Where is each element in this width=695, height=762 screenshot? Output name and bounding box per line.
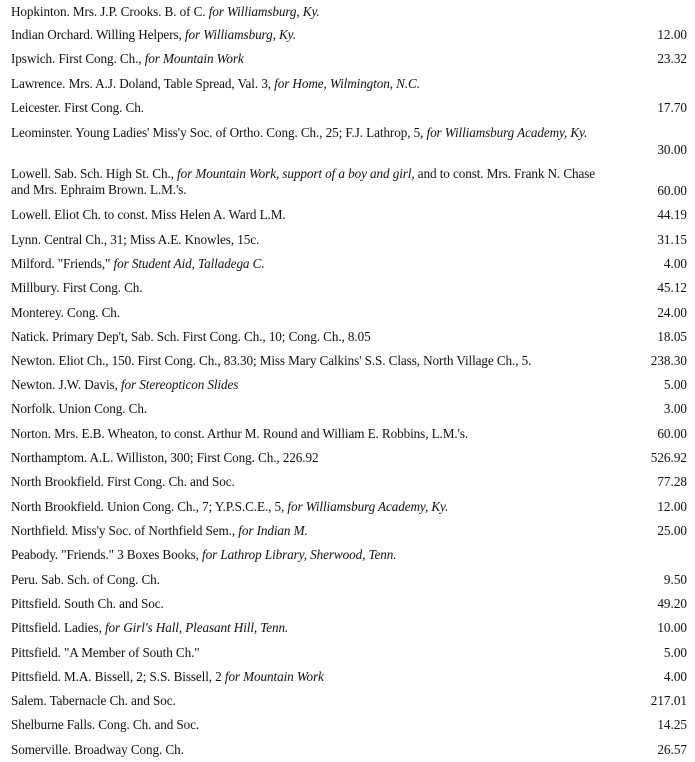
entry-purpose: for Home, Wilmington, N.C. [274,76,420,91]
entry-description [11,401,601,417]
entry-purpose: for Williamsburg, Ky. [184,27,296,42]
entry-description [11,27,601,43]
entry-amount: 26.57 [657,742,687,757]
entry-purpose: for Student Aid, Talladega C. [113,256,265,271]
entry-description [11,547,601,563]
entry-amount: 526.92 [650,450,687,465]
entry-purpose: for Stereopticon Slides [120,377,239,392]
entry-text: Northfield. Miss'y Soc. of Northfield Sem., [11,523,239,538]
entry-purpose: for Lathrop Library, Sherwood, Tenn. [202,547,397,562]
entry-amount: 3.00 [663,401,687,416]
entry-description [11,329,601,345]
entry-amount: 10.00 [657,620,687,635]
entry-description [11,166,601,198]
entry-text: Newton. J.W. Davis, [11,377,121,392]
entry-description [11,76,601,92]
entry-text: Lowell. Eliot Ch. to const. Miss Helen A. Ward L.M. [11,207,286,222]
entry-description [11,426,601,442]
entry-text: North Brookfield. First Cong. Ch. and Soc. [11,474,235,489]
entry-text: Shelburne Falls. Cong. Ch. and Soc. [11,717,200,732]
entry-text: Natick. Primary Dep't, Sab. Sch. First Cong. Ch., 10; Cong. Ch., 8.05 [11,329,371,344]
entry-text: Ipswich. First Cong. Ch., [11,51,145,66]
entry-description [11,207,601,223]
entry-purpose: for Williamsburg Academy, Ky. [426,125,588,140]
entry-description [11,100,601,116]
entry-description [11,305,601,321]
entry-purpose: for Williamsburg Academy, Ky. [287,499,449,514]
entry-description [11,572,601,588]
entry-amount: 30.00 [657,142,687,157]
entry-amount: 5.00 [663,645,687,660]
entry-amount: 31.15 [657,232,687,247]
entry-amount: 24.00 [657,305,687,320]
entry-text: Norton. Mrs. E.B. Wheaton, to const. Arthur M. Round and William E. Robbins, L.M.'s. [11,426,469,441]
entry-text: Pittsfield. Ladies, [11,620,105,635]
entry-amount: 45.12 [657,280,687,295]
entry-text: Lawrence. Mrs. A.J. Doland, Table Spread, Val. 3, [11,76,275,91]
entry-description [11,280,601,296]
entry-amount: 49.20 [657,596,687,611]
entry-text: Somerville. Broadway Cong. Ch. [11,742,184,757]
entry-amount: 25.00 [657,523,687,538]
entry-description [11,693,601,709]
entry-text: Leominster. Young Ladies' Miss'y Soc. of Ortho. Cong. Ch., 25; F.J. Lathrop, 5, [11,125,427,140]
entry-description [11,51,601,67]
entry-amount: 9.50 [663,572,687,587]
entry-text: Hopkinton. Mrs. J.P. Crooks. B. of C. [11,4,209,19]
entry-text: Pittsfield. South Ch. and Soc. [11,596,164,611]
entry-description [11,4,601,20]
entry-text: Lynn. Central Ch., 31; Miss A.E. Knowles, 15c. [11,232,260,247]
entry-text: Peabody. "Friends." 3 Boxes Books, [11,547,203,562]
entry-description [11,742,601,758]
entry-amount: 217.01 [650,693,687,708]
entry-description [11,353,601,369]
entry-text: North Brookfield. Union Cong. Ch., 7; Y.P.S.C.E., 5, [11,499,288,514]
entry-amount: 17.70 [657,100,687,115]
entry-text: Leicester. First Cong. Ch. [11,100,144,115]
entry-amount: 14.25 [657,717,687,732]
entry-purpose: for Girl's Hall, Pleasant Hill, Tenn. [104,620,289,635]
entry-description [11,256,601,272]
entry-text: Salem. Tabernacle Ch. and Soc. [11,693,176,708]
entry-purpose: for Indian M. [238,523,308,538]
entry-purpose: for Williamsburg, Ky. [208,4,320,19]
entry-description [11,450,601,466]
entry-amount: 60.00 [657,183,687,198]
entry-description [11,717,601,733]
entry-amount: 12.00 [657,499,687,514]
entry-description [11,377,601,393]
entry-text: Monterey. Cong. Ch. [11,305,120,320]
entry-description [11,645,601,661]
entry-description [11,125,601,141]
entry-amount: 4.00 [663,669,687,684]
entry-purpose: for Mountain Work [224,669,324,684]
entry-text: Peru. Sab. Sch. of Cong. Ch. [11,572,160,587]
entry-description [11,474,601,490]
entry-purpose: for Mountain Work [144,51,244,66]
entry-text: Milford. "Friends," [11,256,114,271]
entry-amount: 4.00 [663,256,687,271]
entry-amount: 44.19 [657,207,687,222]
entry-description [11,499,601,515]
entry-text: Norfolk. Union Cong. Ch. [11,401,148,416]
entry-amount: 5.00 [663,377,687,392]
entry-description [11,620,601,636]
entry-description [11,669,601,685]
entry-amount: 238.30 [650,353,687,368]
entry-text: Indian Orchard. Willing Helpers, [11,27,185,42]
entry-text: Millbury. First Cong. Ch. [11,280,143,295]
entry-text: Newton. Eliot Ch., 150. First Cong. Ch., 83.30; Miss Mary Calkins' S.S. Class, North Village Ch., 5. [11,353,532,368]
entry-text: Northamptom. A.L. Williston, 300; First Cong. Ch., 226.92 [11,450,319,465]
entry-amount: 77.28 [657,474,687,489]
entry-description [11,596,601,612]
entry-amount: 60.00 [657,426,687,441]
entry-amount: 12.00 [657,27,687,42]
entry-text: Pittsfield. M.A. Bissell, 2; S.S. Bissell, 2 [11,669,225,684]
entry-amount: 23.32 [657,51,687,66]
entry-amount: 18.05 [657,329,687,344]
entry-text: Pittsfield. "A Member of South Ch." [11,645,200,660]
entry-text: Lowell. Sab. Sch. High St. Ch., [11,166,178,181]
entry-purpose: for Mountain Work, support of a boy and girl, [177,166,415,181]
entry-text: and to const. Mrs. Frank N. Chase and Mrs. Ephraim Brown. L.M.'s. [11,166,596,197]
entry-description [11,232,601,248]
entry-description [11,523,601,539]
